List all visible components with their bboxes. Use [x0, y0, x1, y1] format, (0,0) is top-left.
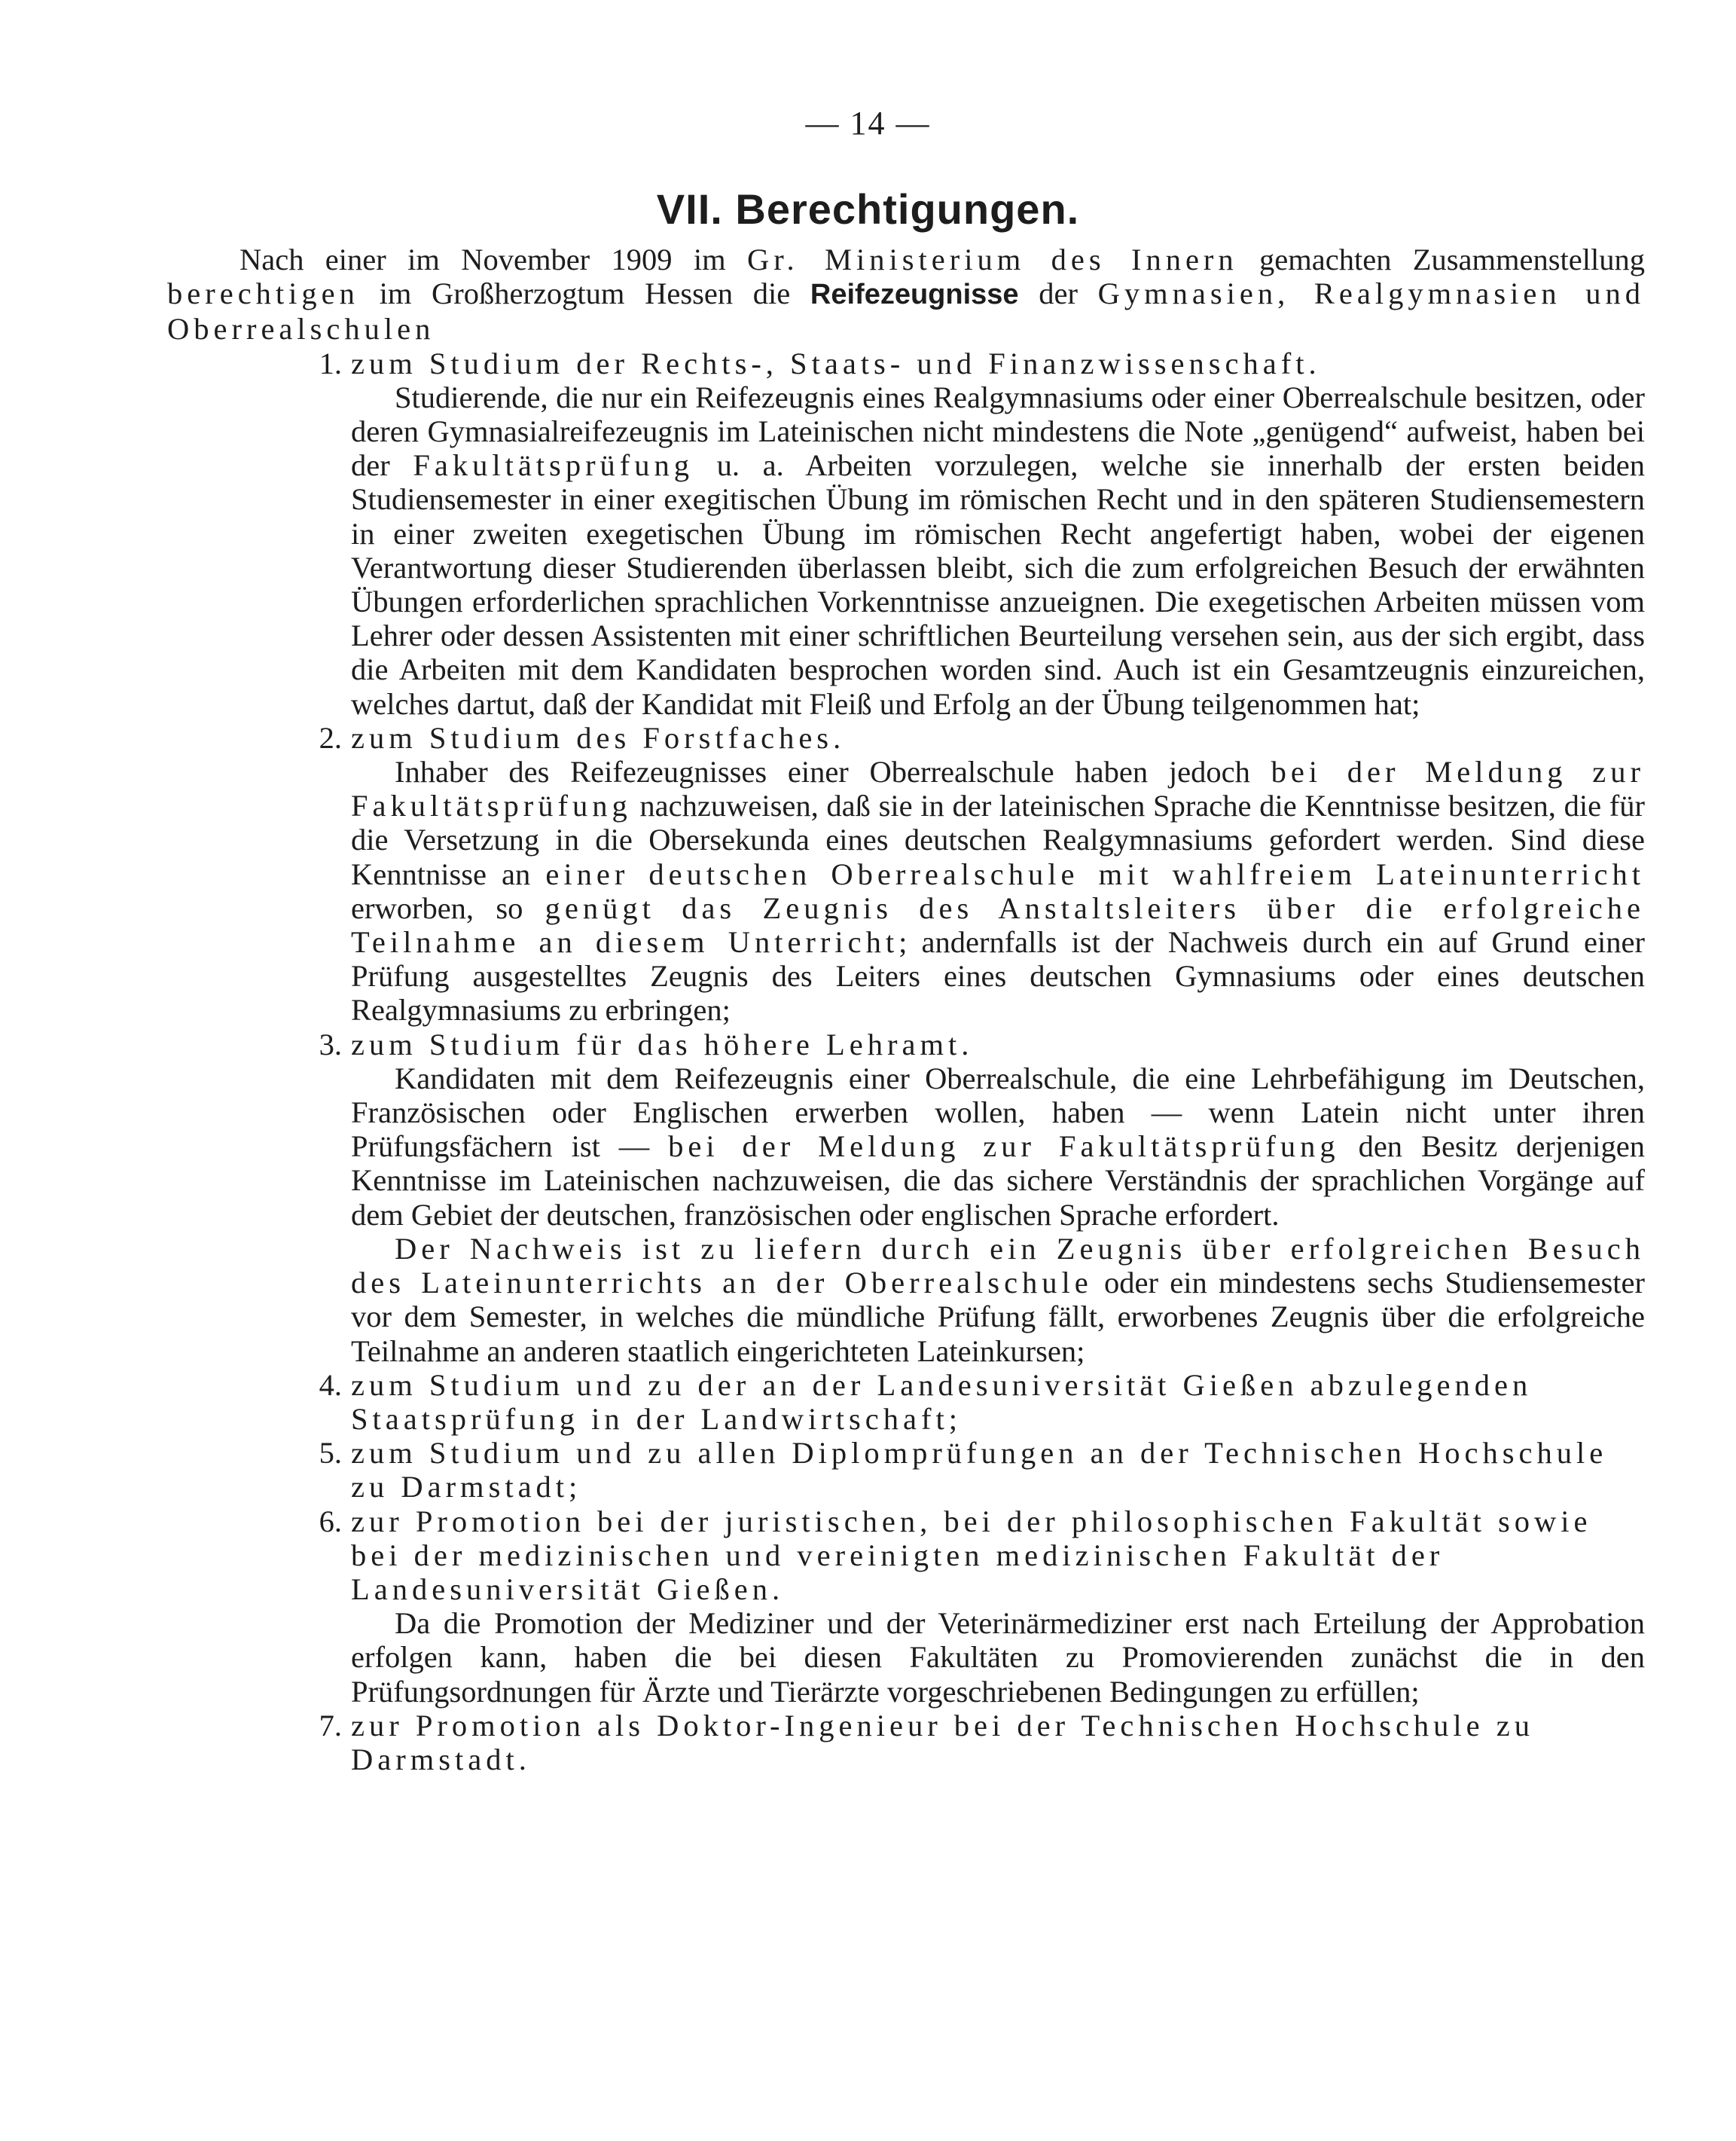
item-paragraph: Da die Promotion der Mediziner und der Veterinärmediziner erst nach Erteilung der Approbation erfolgen kann, haben die bei diesen Fakultäten zu Promovierenden zunächst die in den Prüfungsordnungen für Ärzte und Tierärzte vorgeschriebenen Bedingungen zu erfüllen; — [351, 1606, 1645, 1709]
list-item-5 — [167, 1436, 1645, 1504]
item-heading: zum Studium und zu der an der Landesuniversität Gießen abzulegenden Staatsprüfung in der Landwirtschaft; — [351, 1367, 1533, 1436]
list-item-7 — [167, 1709, 1645, 1776]
list-item-4 — [167, 1368, 1645, 1436]
list-item-1 — [167, 347, 1645, 380]
item-heading: zum Studium der Rechts-, Staats- und Finanzwissenschaft. — [351, 346, 1321, 380]
item-heading: zum Studium und zu allen Diplomprüfungen an der Technischen Hochschule zu Darmstadt; — [351, 1436, 1608, 1504]
item-number: 6. — [319, 1504, 342, 1538]
item-1-body — [351, 380, 1645, 721]
list-item-2 — [167, 721, 1645, 755]
list-item-6 — [167, 1504, 1645, 1607]
item-paragraph: Inhaber des Reifezeugnisses einer Oberrealschule haben jedoch bei der Meldung zur Fakultätsprüfung nachzuweisen, daß sie in der lateinischen Sprache die Kenntnisse besitzen, die für die Versetzung in die Obersekunda eines deutschen Realgymnasiums gefordert werden. Sind diese Kenntnisse an einer deutschen Oberrealschule mit wahlfreiem Lateinunterricht erworben, so genügt das Zeugnis des Anstaltsleiters über die erfolgreiche Teilnahme an diesem Unterricht; andernfalls ist der Nachweis durch ein auf Grund einer Prüfung ausgestelltes Zeugnis des Leiters eines deutschen Gymnasiums oder eines deutschen Realgymnasiums zu erbringen; — [351, 755, 1646, 1028]
item-heading: zur Promotion als Doktor-Ingenieur bei der Technischen Hochschule zu Darmstadt. — [351, 1708, 1535, 1776]
intro-paragraph: Nach einer im November 1909 im Gr. Ministerium des Innern gemachten Zusammenstellung berechtigen im Großherzogtum Hessen die Reifezeugnisse der Gymnasien, Realgymnasien und Oberrealschulen — [167, 243, 1646, 347]
item-paragraph: Kandidaten mit dem Reifezeugnis einer Oberrealschule, die eine Lehrbefähigung im Deutschen, Französischen oder Englischen erwerben wollen, haben — wenn Latein nicht unter ihren Prüfungsfächern ist — bei der Meldung zur Fakultätsprüfung den Besitz derjenigen Kenntnisse im Lateinischen nachzuweisen, die das sichere Verständnis der sprachlichen Vorgänge auf dem Gebiet der deutschen, französischen oder englischen Sprache erfordert. — [351, 1061, 1646, 1232]
item-number: 3. — [319, 1027, 342, 1061]
item-6-body — [351, 1606, 1645, 1709]
item-number: 7. — [319, 1708, 342, 1742]
item-heading: zum Studium des Forstfaches. — [351, 720, 846, 755]
section-title: VII. Berechtigungen. — [656, 185, 1080, 233]
item-paragraph: Studierende, die nur ein Reifezeugnis eines Realgymnasiums oder einer Oberrealschule besitzen, oder deren Gymnasialreifezeugnis im Lateinischen nicht mindestens die Note „genügend“ aufweist, haben bei der Fakultätsprüfung u. a. Arbeiten vorzulegen, welche sie innerhalb der ersten beiden Studiensemester in einer exegitischen Übung im römischen Recht und in den späteren Studiensemestern in einer zweiten exegetischen Übung im römischen Recht angefertigt haben, wobei der eigenen Verantwortung dieser Studierenden überlassen bleibt, sich die zum erfolgreichen Besuch der erwähnten Übungen erforderlichen sprachlichen Vorkenntnisse anzueignen. Die exegetischen Arbeiten müssen vom Lehrer oder dessen Assistenten mit einer schriftlichen Beurteilung versehen sein, aus der sich ergibt, dass die Arbeiten mit dem Kandidaten besprochen worden sind. Auch ist ein Gesamtzeugnis einzureichen, welches dartut, daß der Kandidat mit Fleiß und Erfolg an der Übung teilgenommen hat; — [351, 380, 1646, 721]
item-paragraph: Der Nachweis ist zu liefern durch ein Zeugnis über erfolgreichen Besuch des Lateinunterrichts an der Oberrealschule oder ein mindestens sechs Studiensemester vor dem Semester, in welches die mündliche Prüfung fällt, erworbenes Zeugnis über die erfolgreiche Teilnahme an anderen staatlich eingerichteten Lateinkursen; — [351, 1231, 1645, 1368]
item-number: 4. — [319, 1367, 342, 1402]
item-3-body — [351, 1061, 1645, 1368]
list-item-3 — [167, 1028, 1645, 1061]
item-heading: zum Studium für das höhere Lehramt. — [351, 1027, 974, 1061]
item-number: 1. — [319, 346, 342, 380]
document-body — [167, 243, 1645, 1776]
item-heading: zur Promotion bei der juristischen, bei der philosophischen Fakultät sowie bei der medizinischen und vereinigten medizinischen Fakultät der Landesuniversität Gießen. — [351, 1504, 1592, 1606]
item-number: 5. — [319, 1436, 342, 1471]
page-number: — 14 — — [805, 105, 931, 142]
item-2-body — [351, 755, 1645, 1028]
item-number: 2. — [319, 720, 342, 755]
